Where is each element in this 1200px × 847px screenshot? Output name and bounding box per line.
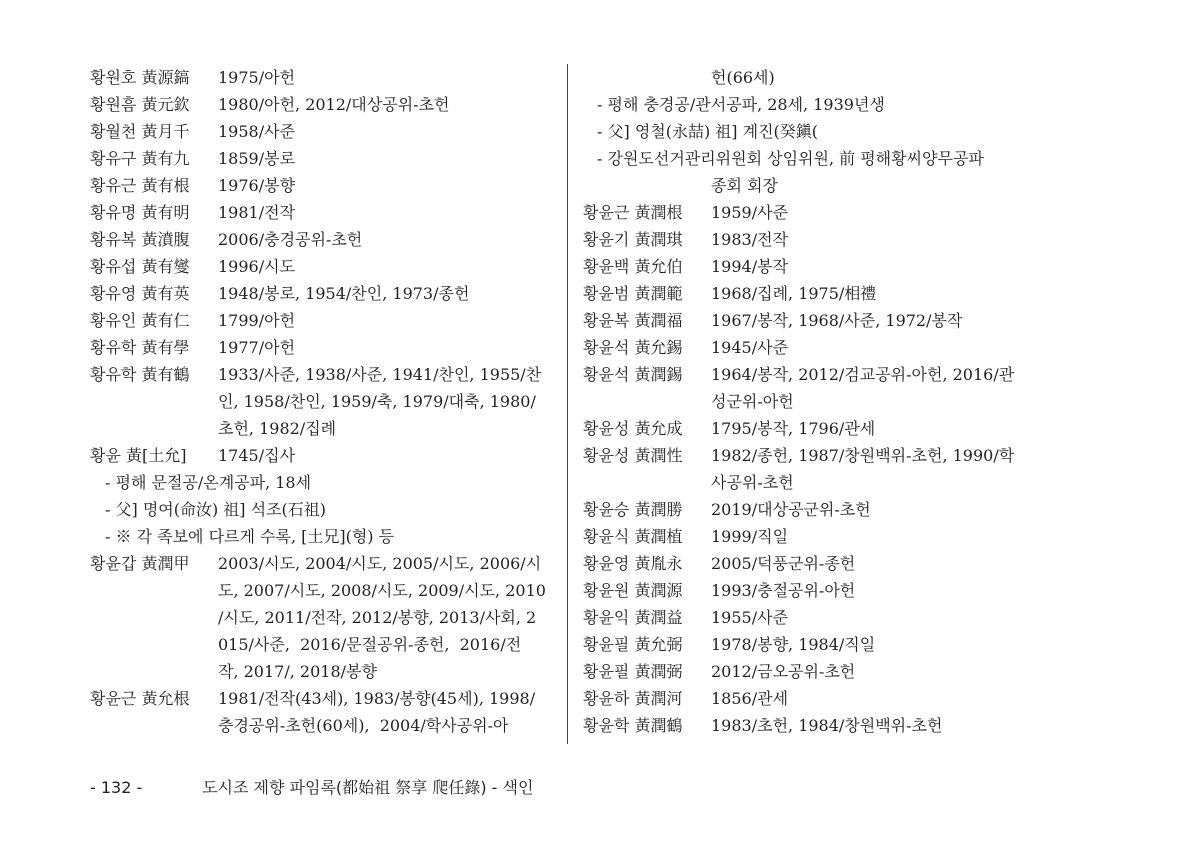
entry-name: 황윤복 黃潤福 [583, 311, 683, 330]
entry-records [711, 685, 1053, 712]
entry-record-line: 1968/집례, 1975/相禮 [711, 284, 877, 303]
entry-record-line: 도, 2007/시도, 2008/시도, 2009/시도, 2010 [218, 581, 546, 600]
entry-record-line: 1983/전작 [711, 230, 789, 249]
entry-records [711, 415, 1053, 442]
index-entry [583, 415, 1053, 442]
entry-continuation: 헌(66세) [711, 68, 775, 87]
index-entry [90, 172, 560, 199]
entry-records [218, 199, 560, 226]
entry-name: 황윤필 黃潤弼 [583, 662, 683, 681]
index-entry [90, 118, 560, 145]
index-entry [583, 199, 1053, 226]
entry-records [218, 91, 560, 118]
entry-name: 황원흠 黃元欽 [90, 95, 190, 114]
entry-record-line: /시도, 2011/전작, 2012/봉향, 2013/사회, 2 [218, 608, 537, 627]
entry-name: 황윤성 黃潤性 [583, 446, 683, 465]
left-column [90, 64, 560, 739]
entry-name: 황유근 黃有根 [90, 176, 190, 195]
index-entry [90, 91, 560, 118]
entry-record-line: 1977/아헌 [218, 338, 296, 357]
entry-name: 황윤하 黃潤河 [583, 689, 683, 708]
entry-name: 황윤석 黃潤錫 [583, 365, 683, 384]
entry-record-line: 1993/충절공위-아헌 [711, 581, 856, 600]
entry-name: 황윤범 黃潤範 [583, 284, 683, 303]
index-entry [583, 253, 1053, 280]
entry-name: 황유영 黃有英 [90, 284, 190, 303]
entry-records [711, 550, 1053, 577]
entry-name: 황유구 黃有九 [90, 149, 190, 168]
entry-records [711, 361, 1053, 415]
entry-record-line: 1981/전작(43세), 1983/봉향(45세), 1998/ [218, 689, 536, 708]
entry-records [711, 280, 1053, 307]
entry-name: 황윤필 黃允弼 [583, 635, 683, 654]
entry-records [711, 523, 1053, 550]
index-entry [583, 361, 1053, 415]
entry-record-line: 1859/봉로 [218, 149, 296, 168]
index-entry [583, 577, 1053, 604]
index-entry [583, 523, 1053, 550]
entry-records [218, 118, 560, 145]
entry-name: 황윤승 黃潤勝 [583, 500, 683, 519]
index-entry [583, 550, 1053, 577]
entry-records [711, 307, 1053, 334]
entry-records [711, 604, 1053, 631]
right-column [583, 64, 1053, 739]
entry-name: 황윤익 黃潤益 [583, 608, 683, 627]
entry-records [218, 550, 560, 685]
entry-records [711, 631, 1053, 658]
entry-record-line: 1982/종헌, 1987/창원백위-초헌, 1990/학 [711, 446, 1015, 465]
entry-records [218, 307, 560, 334]
entry-records [711, 226, 1053, 253]
index-entry [583, 496, 1053, 523]
index-entry [90, 280, 560, 307]
entry-records [218, 685, 560, 739]
book-title: 도시조 제향 파임록(都始祖 祭享 爬任錄) - 색인 [202, 778, 534, 797]
index-entry [90, 307, 560, 334]
entry-record-line: 1959/사준 [711, 203, 789, 222]
entry-record-line: 1955/사준 [711, 608, 789, 627]
entry-name: 황윤 黃[土允] [90, 446, 187, 465]
entry-records [218, 361, 560, 442]
entry-record-line: 사공위-초헌 [711, 473, 794, 492]
entry-record-line: 1933/사준, 1938/사준, 1941/찬인, 1955/찬 [218, 365, 542, 384]
index-entry [583, 280, 1053, 307]
entry-note: - 평해 문절공/온계공파, 18세 [105, 473, 312, 492]
entry-name: 황윤근 黃允根 [90, 689, 190, 708]
entry-records [711, 712, 1053, 739]
entry-records [218, 172, 560, 199]
entry-records [711, 577, 1053, 604]
entry-record-line: 1799/아헌 [218, 311, 296, 330]
entry-records [218, 280, 560, 307]
entry-record-line: 작, 2017/, 2018/봉향 [218, 662, 377, 681]
entry-record-line: 1999/직일 [711, 527, 789, 546]
entry-name: 황원호 黃源鎬 [90, 68, 190, 87]
entry-record-line: 성군위-아헌 [711, 392, 794, 411]
entry-records [711, 658, 1053, 685]
entry-record-line: 1964/봉작, 2012/검교공위-아헌, 2016/관 [711, 365, 1015, 384]
entry-record-line: 2005/덕풍군위-종헌 [711, 554, 856, 573]
entry-record-line: 1994/봉작 [711, 257, 789, 276]
index-entry [90, 199, 560, 226]
entry-record-line: 2006/충경공위-초헌 [218, 230, 363, 249]
entry-name: 황월천 黃月千 [90, 122, 190, 141]
page-footer [90, 775, 533, 798]
index-entry [90, 226, 560, 253]
entry-name: 황윤학 黃潤鶴 [583, 716, 683, 735]
entry-record-line: 1978/봉향, 1984/직일 [711, 635, 876, 654]
index-entry [90, 64, 560, 91]
entry-record-line: 1958/사준 [218, 122, 296, 141]
entry-record-line: 1976/봉향 [218, 176, 296, 195]
column-divider [567, 64, 568, 744]
entry-record-line: 1981/전작 [218, 203, 296, 222]
entry-name: 황유학 黃有鶴 [90, 365, 190, 384]
entry-note: - 父] 명여(命汝) 祖] 석조(石祖) [105, 500, 327, 519]
entry-record-line: 2003/시도, 2004/시도, 2005/시도, 2006/시 [218, 554, 542, 573]
entry-name: 황윤원 黃潤源 [583, 581, 683, 600]
entry-name: 황윤기 黃潤琪 [583, 230, 683, 249]
entry-record-line: 1983/초헌, 1984/창원백위-초헌 [711, 716, 943, 735]
entry-record-line: 2019/대상공군위-초헌 [711, 500, 871, 519]
entry-note: - 강원도선거관리위원회 상임위원, 前 평해황씨양무공파 [597, 149, 984, 168]
entry-name: 황윤식 黃潤植 [583, 527, 683, 546]
entry-name: 황윤석 黃允錫 [583, 338, 683, 357]
entry-record-line: 충경공위-초헌(60세), 2004/학사공위-아 [218, 716, 509, 735]
entry-record-line: 015/사준, 2016/문절공위-종헌, 2016/전 [218, 635, 522, 654]
index-entry [583, 604, 1053, 631]
entry-record-line: 1975/아헌 [218, 68, 296, 87]
entry-records [218, 64, 560, 91]
entry-record-line: 1945/사준 [711, 338, 789, 357]
entry-records [218, 442, 560, 469]
entry-record-line: 1996/시도 [218, 257, 296, 276]
index-entry [90, 334, 560, 361]
entry-name: 황윤영 黃胤永 [583, 554, 683, 573]
index-entry [583, 712, 1053, 739]
index-entry [583, 226, 1053, 253]
entry-record-line: 초헌, 1982/집례 [218, 419, 337, 438]
entry-record-line: 1745/집사 [218, 446, 296, 465]
entry-records [218, 334, 560, 361]
entry-continuation: 종회 회장 [711, 176, 778, 195]
entry-name: 황유인 黃有仁 [90, 311, 190, 330]
index-entry [583, 307, 1053, 334]
entry-note: - 평해 충경공/관서공파, 28세, 1939년생 [597, 95, 885, 114]
entry-record-line: 2012/금오공위-초헌 [711, 662, 856, 681]
entry-records [218, 145, 560, 172]
entry-name: 황윤근 黃潤根 [583, 203, 683, 222]
entry-note: - ※ 각 족보에 다르게 수록, [土兄](형) 등 [105, 527, 395, 546]
index-entry [583, 334, 1053, 361]
entry-records [711, 253, 1053, 280]
entry-records [711, 334, 1053, 361]
entry-record-line: 1795/봉작, 1796/관세 [711, 419, 876, 438]
entry-record-line: 1948/봉로, 1954/찬인, 1973/종헌 [218, 284, 470, 303]
entry-record-line: 1856/관세 [711, 689, 789, 708]
entry-record-line: 1967/봉작, 1968/사준, 1972/봉작 [711, 311, 963, 330]
index-entry [90, 361, 560, 442]
entry-name: 황유명 黃有明 [90, 203, 190, 222]
entry-records [711, 496, 1053, 523]
index-entry [90, 550, 560, 685]
entry-records [218, 226, 560, 253]
entry-note: - 父] 영철(永喆) 祖] 계진(癸鎭( [597, 122, 819, 141]
entry-record-line: 인, 1958/찬인, 1959/축, 1979/대축, 1980/ [218, 392, 536, 411]
entry-name: 황유학 黃有學 [90, 338, 190, 357]
index-entry [583, 631, 1053, 658]
entry-name: 황유섭 黃有燮 [90, 257, 190, 276]
index-entry [90, 442, 560, 469]
index-entry [583, 685, 1053, 712]
entry-name: 황윤성 黃允成 [583, 419, 683, 438]
entry-records [711, 442, 1053, 496]
index-entry [583, 442, 1053, 496]
index-entry [90, 145, 560, 172]
entry-name: 황유복 黃濆腹 [90, 230, 190, 249]
entry-records [711, 199, 1053, 226]
entry-record-line: 1980/아헌, 2012/대상공위-초헌 [218, 95, 450, 114]
index-entry [90, 685, 560, 739]
entry-records [218, 253, 560, 280]
index-entry [583, 658, 1053, 685]
index-entry [90, 253, 560, 280]
entry-name: 황윤백 黃允伯 [583, 257, 683, 276]
page-number: - 132 - [90, 778, 143, 797]
entry-name: 황윤갑 黃潤甲 [90, 554, 190, 573]
